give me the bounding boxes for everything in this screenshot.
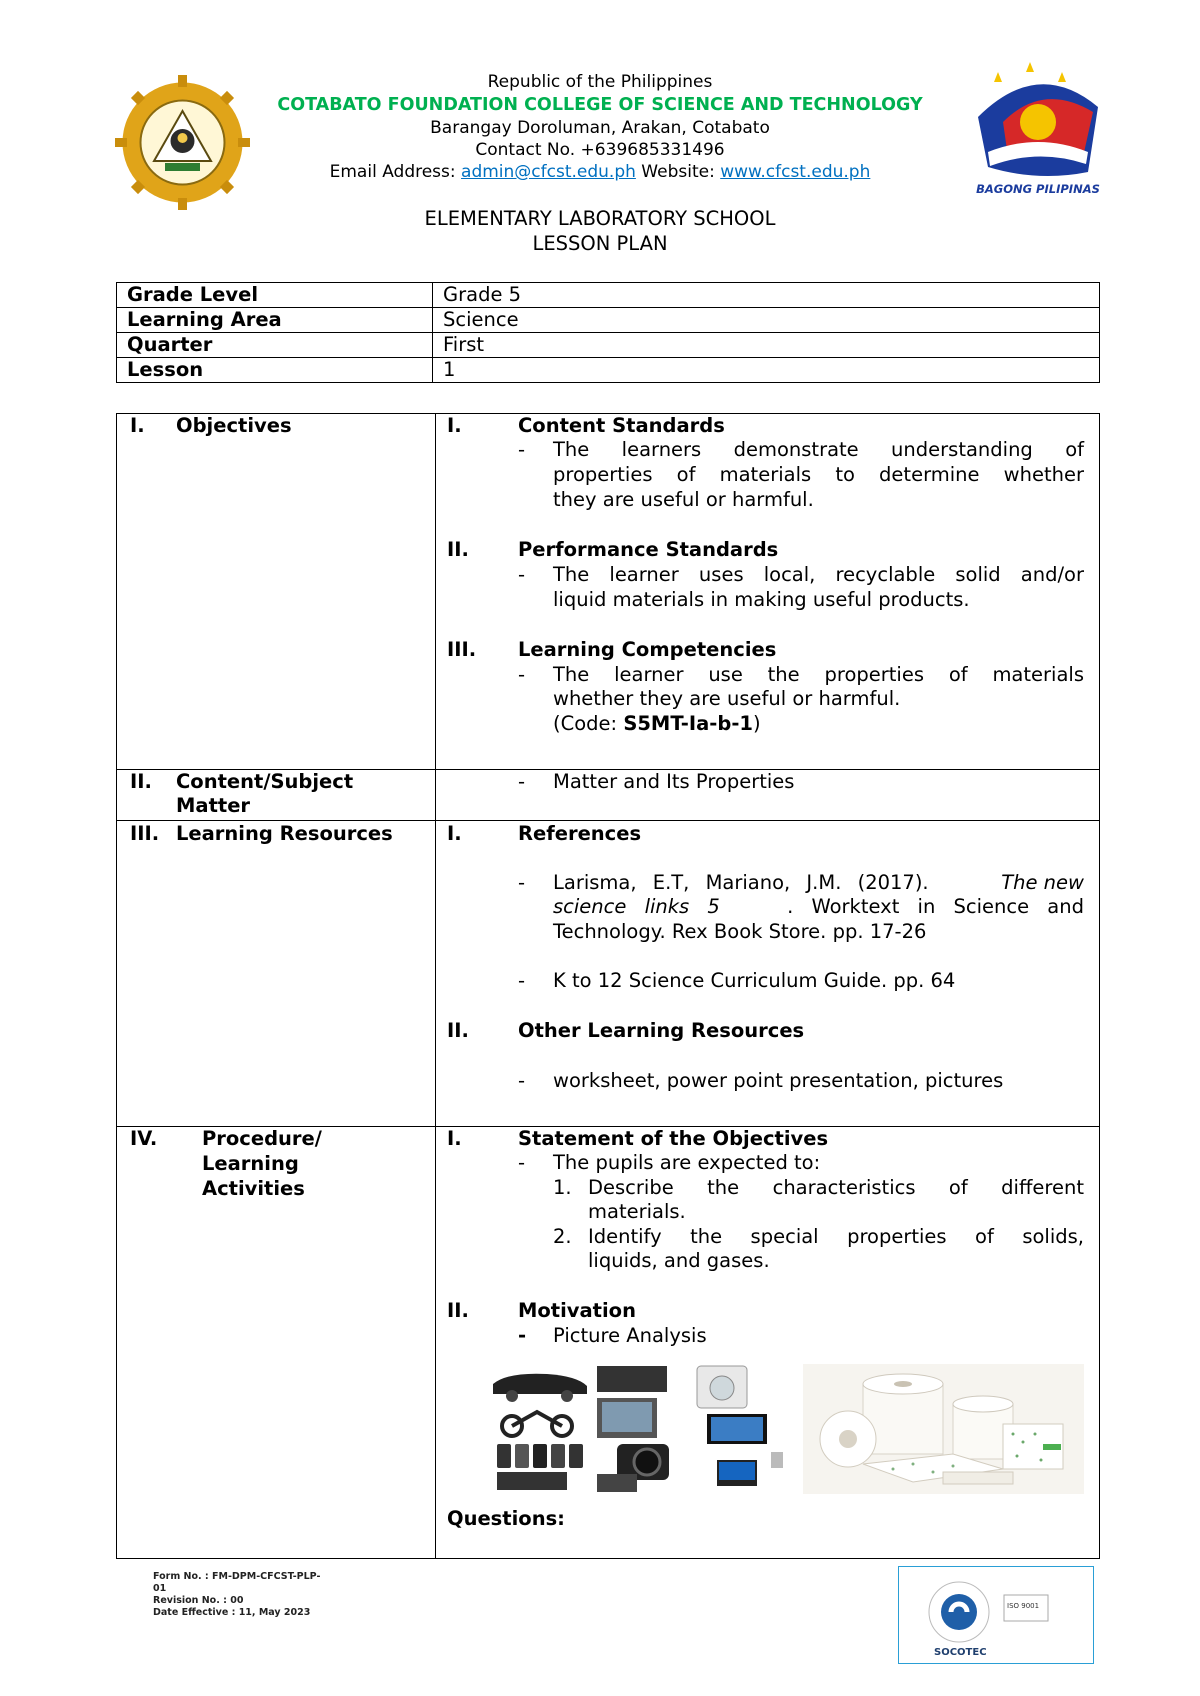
table-row bbox=[117, 308, 1100, 333]
info-key: Grade Level bbox=[117, 283, 433, 308]
statement-objectives-title: Statement of the Objectives bbox=[518, 1127, 829, 1150]
reference-1-line1 bbox=[553, 871, 1084, 896]
contact-line: Contact No. +639685331496 bbox=[475, 140, 725, 160]
references-title: References bbox=[518, 822, 642, 845]
info-key: Lesson bbox=[117, 358, 433, 383]
section-number: I. bbox=[447, 1127, 462, 1150]
bullet: - bbox=[518, 563, 526, 586]
section-number: I. bbox=[447, 414, 462, 437]
reference-1-subtitle: . Worktext in Science and bbox=[787, 895, 1084, 918]
code-prefix: (Code: bbox=[553, 712, 624, 735]
bullet: - bbox=[518, 438, 526, 461]
content-standards-text: properties of materials to determine whether bbox=[553, 463, 1084, 486]
other-resources-text: worksheet, power point presentation, pictures bbox=[553, 1069, 1004, 1092]
lesson-info-table bbox=[116, 282, 1100, 383]
email-website-line bbox=[0, 161, 1200, 183]
form-number: Form No. : FM-DPM-CFCST-PLP- bbox=[153, 1571, 321, 1582]
table-row bbox=[117, 333, 1100, 358]
section-number: II. bbox=[447, 1299, 469, 1322]
doc-title-line2: LESSON PLAN bbox=[532, 232, 668, 255]
row-number: IV. bbox=[130, 1127, 158, 1150]
competency-code bbox=[553, 712, 761, 737]
bullet: - bbox=[518, 969, 526, 992]
certifier-name: SOCOTEC bbox=[934, 1647, 987, 1658]
list-item-number: 2. bbox=[553, 1225, 572, 1248]
form-number-suffix: 01 bbox=[153, 1583, 167, 1594]
code-value: S5MT-Ia-b-1 bbox=[623, 712, 753, 735]
email-label: Email Address: bbox=[329, 162, 462, 182]
iso-standard: ISO 9001 bbox=[1007, 1602, 1040, 1610]
performance-standards-text: The learner uses local, recyclable solid and/or bbox=[553, 563, 1084, 586]
content-standards-title: Content Standards bbox=[518, 414, 725, 437]
website-link[interactable]: www.cfcst.edu.ph bbox=[720, 162, 871, 182]
reference-1-line3: Technology. Rex Book Store. pp. 17-26 bbox=[553, 920, 927, 943]
row-label-procedure: Activities bbox=[202, 1177, 305, 1200]
performance-standards-title: Performance Standards bbox=[518, 538, 779, 561]
content-standards-text: they are useful or harmful. bbox=[553, 488, 814, 511]
info-key: Learning Area bbox=[117, 308, 433, 333]
performance-standards-text: liquid materials in making useful products. bbox=[553, 588, 970, 611]
iso-certification-badge bbox=[898, 1566, 1094, 1664]
tissue-paper-image bbox=[803, 1364, 1084, 1494]
objective-item-2: liquids, and gases. bbox=[588, 1249, 770, 1272]
motivation-text: Picture Analysis bbox=[553, 1324, 707, 1347]
other-resources-title: Other Learning Resources bbox=[518, 1019, 805, 1042]
bullet: - bbox=[518, 1151, 526, 1174]
statement-intro: The pupils are expected to: bbox=[553, 1151, 821, 1174]
row-label-procedure: Learning bbox=[202, 1152, 299, 1175]
bullet: - bbox=[518, 770, 526, 793]
college-name: COTABATO FOUNDATION COLLEGE OF SCIENCE AND TECHNOLOGY bbox=[277, 95, 923, 115]
row-number: II. bbox=[130, 770, 152, 793]
bullet: - bbox=[518, 871, 526, 894]
lesson-plan-table bbox=[116, 413, 1100, 1559]
row-divider bbox=[117, 820, 1099, 821]
section-number: II. bbox=[447, 1019, 469, 1042]
learning-competencies-text: whether they are useful or harmful. bbox=[553, 687, 901, 710]
code-suffix: ) bbox=[753, 712, 761, 735]
doc-title-line1: ELEMENTARY LABORATORY SCHOOL bbox=[424, 207, 776, 230]
row-label-procedure: Procedure/ bbox=[202, 1127, 322, 1150]
bullet: - bbox=[518, 663, 526, 686]
row-number: III. bbox=[130, 822, 160, 845]
table-row bbox=[117, 358, 1100, 383]
reference-1-line2 bbox=[553, 895, 1084, 920]
objective-item-2: Identify the special properties of solids, bbox=[588, 1225, 1084, 1248]
row-label-content-subject: Matter bbox=[176, 794, 251, 817]
website-label: Website: bbox=[635, 162, 721, 182]
motivation-title: Motivation bbox=[518, 1299, 636, 1322]
date-effective: Date Effective : 11, May 2023 bbox=[153, 1607, 311, 1618]
section-number: I. bbox=[447, 822, 462, 845]
learning-competencies-text: The learner use the properties of materials bbox=[553, 663, 1084, 686]
objective-item-1: Describe the characteristics of different bbox=[588, 1176, 1084, 1199]
row-label-content-subject: Content/Subject bbox=[176, 770, 354, 793]
section-number: II. bbox=[447, 538, 469, 561]
country-line: Republic of the Philippines bbox=[487, 72, 713, 92]
reference-1-authors: Larisma, E.T, Mariano, J.M. (2017). bbox=[553, 871, 929, 894]
objects-collage-image bbox=[487, 1364, 787, 1494]
info-value: Grade 5 bbox=[433, 283, 1100, 308]
info-value: 1 bbox=[433, 358, 1100, 383]
info-key: Quarter bbox=[117, 333, 433, 358]
column-divider bbox=[435, 414, 436, 1558]
email-link[interactable]: admin@cfcst.edu.ph bbox=[461, 162, 636, 182]
row-label-objectives: Objectives bbox=[176, 414, 292, 437]
subject-matter-text: Matter and Its Properties bbox=[553, 770, 795, 793]
questions-label: Questions: bbox=[447, 1507, 565, 1530]
address-line: Barangay Doroluman, Arakan, Cotabato bbox=[430, 118, 770, 138]
learning-competencies-title: Learning Competencies bbox=[518, 638, 777, 661]
content-standards-text: The learners demonstrate understanding of bbox=[553, 438, 1084, 461]
list-item-number: 1. bbox=[553, 1176, 572, 1199]
row-label-learning-resources: Learning Resources bbox=[176, 822, 393, 845]
row-number: I. bbox=[130, 414, 145, 437]
table-row bbox=[117, 283, 1100, 308]
bullet: - bbox=[518, 1069, 526, 1092]
bullet: - bbox=[518, 1324, 527, 1347]
reference-1-title-end: science links 5 bbox=[553, 895, 720, 918]
info-value: Science bbox=[433, 308, 1100, 333]
reference-1-title-start: The new bbox=[1001, 871, 1084, 894]
info-value: First bbox=[433, 333, 1100, 358]
reference-2: K to 12 Science Curriculum Guide. pp. 64 bbox=[553, 969, 956, 992]
revision-number: Revision No. : 00 bbox=[153, 1595, 244, 1606]
objective-item-1: materials. bbox=[588, 1200, 686, 1223]
bagong-pilipinas-text: BAGONG PILIPINAS bbox=[976, 182, 1100, 196]
section-number: III. bbox=[447, 638, 477, 661]
